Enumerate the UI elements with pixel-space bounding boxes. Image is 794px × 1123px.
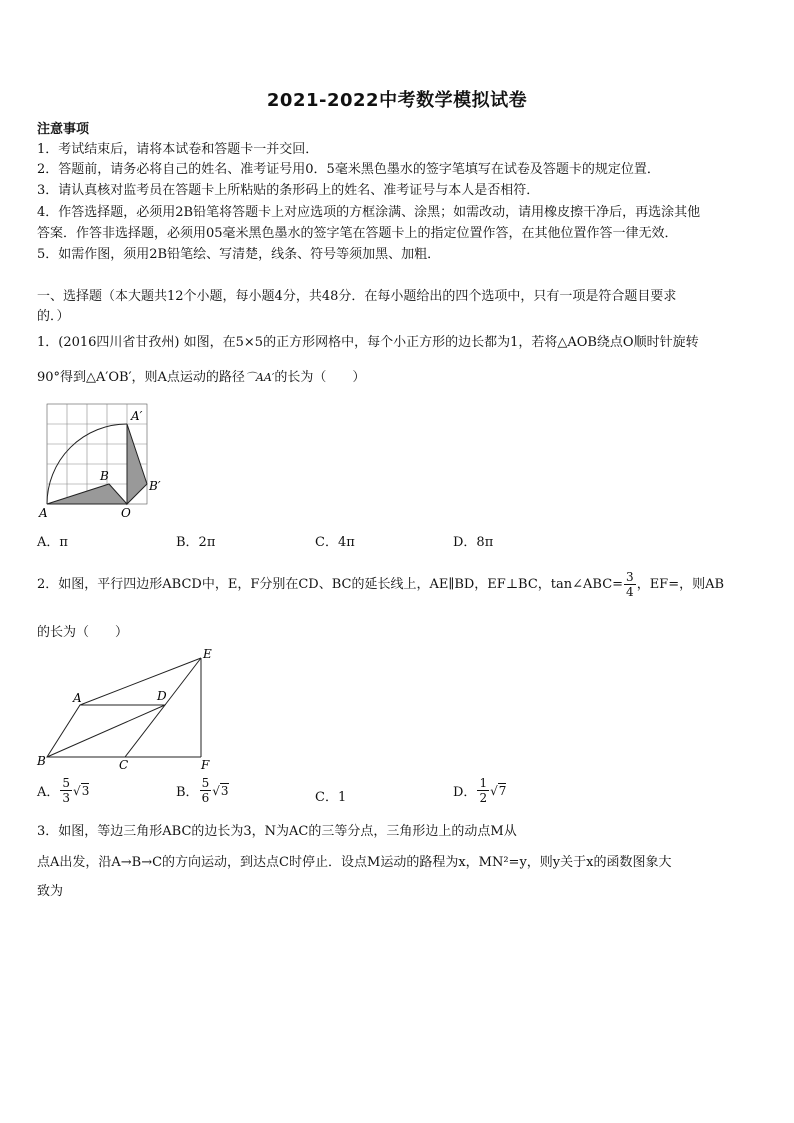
q2-option-b-num: 5 <box>201 776 210 790</box>
q2-option-a-den: 3 <box>62 791 71 805</box>
q2-figure <box>35 645 220 775</box>
page-title: 2021-2022中考数学模拟试卷 <box>266 90 528 111</box>
q3-stem-line-1: 3．如图，等边三角形ABC的边长为3，N为AC的三等分点，三角形边上的动点M从 <box>37 824 517 839</box>
q1-label-o: O <box>121 506 131 520</box>
q2-label-b: B <box>37 754 46 768</box>
notice-item-3: 3．请认真核对监考员在答题卡上所粘贴的条形码上的姓名、准考证号与本人是否相符． <box>37 183 540 198</box>
notice-item-2: 2．答题前，请务必将自己的姓名、准考证号用0．5毫米黑色墨水的签字笔填写在试卷及答题卡的规定位置． <box>37 162 660 177</box>
q2-stem-line-1 <box>37 570 724 599</box>
q2-option-b-sqrt: √3 <box>212 783 229 798</box>
notice-item-5: 5．如需作图，须用2B铅笔绘、写清楚，线条、符号等须加黑、加粗． <box>37 247 441 262</box>
q1-stem-line-2 <box>37 368 365 388</box>
q2-option-d-fraction <box>477 776 489 805</box>
q2-option-d-label: D． <box>453 785 477 800</box>
q3-stem-line-3: 致为 <box>37 884 64 899</box>
notice-item-4: 4．作答选择题，必须用2B铅笔将答题卡上对应选项的方框涂满、涂黑；如需改动，请用橡皮擦干净后，再选涂其他 <box>37 205 701 220</box>
q2-option-d-sqrt: √7 <box>490 783 507 798</box>
q2-option-d-radicand: 7 <box>498 783 507 798</box>
q1-arc-symbol: ⌒AA′ <box>244 371 275 384</box>
section-header-line-1: 一、选择题（本大题共12个小题，每小题4分，共48分．在每小题给出的四个选项中，只有一项是符合题目要求 <box>37 289 677 304</box>
q2-option-c: C．1 <box>315 790 347 805</box>
q1-option-d: D．8π <box>453 535 494 550</box>
q1-stem-line-1: 1．(2016四川省甘孜州) 如图，在5×5的正方形网格中，每个小正方形的边长都为1，若将△AOB绕点O顺时针旋转 <box>37 335 699 350</box>
q2-stem-text-a: 2．如图，平行四边形ABCD中，E，F分别在CD、BC的延长线上，AE∥BD，EF⊥BC，tan∠ABC= <box>37 576 624 592</box>
q2-option-b-den: 6 <box>201 791 210 805</box>
q2-label-d: D <box>157 689 167 703</box>
q2-option-d <box>453 776 506 805</box>
notice-item-1: 1．考试结束后，请将本试卷和答题卡一并交回． <box>37 142 319 157</box>
q1-option-b: B．2π <box>176 535 216 550</box>
q1-label-b-prime: B′ <box>149 479 161 493</box>
notice-heading: 注意事项 <box>37 122 90 137</box>
q2-tan-numerator: 3 <box>626 570 634 584</box>
q2-stem-text-b: ，EF=，则AB <box>636 576 725 592</box>
notice-item-4-cont: 答案．作答非选择题，必须用05毫米黑色墨水的签字笔在答题卡上的指定位置作答，在其他位置作答一律无效． <box>37 226 678 241</box>
q2-label-c: C <box>119 758 129 772</box>
q1-option-a: A．π <box>37 535 68 550</box>
q2-option-a-num: 5 <box>62 776 71 790</box>
q2-option-a <box>37 776 89 805</box>
q2-option-b <box>176 776 229 805</box>
q1-label-b: B <box>100 469 109 483</box>
q1-figure <box>37 400 172 525</box>
q2-option-a-sqrt: √3 <box>73 783 90 798</box>
q1-stem-text-a: 90°得到△A′OB′，则A点运动的路径 <box>37 370 245 385</box>
q1-label-a-prime: A′ <box>131 409 143 423</box>
q1-option-c: C．4π <box>315 535 355 550</box>
q2-option-b-radicand: 3 <box>220 783 229 798</box>
q2-option-b-label: B． <box>176 785 199 800</box>
q2-label-a: A <box>73 691 82 705</box>
q2-option-a-fraction <box>60 776 72 805</box>
q2-label-f: F <box>201 758 210 772</box>
q3-stem-line-2: 点A出发，沿A→B→C的方向运动，到达点C时停止．设点M运动的路程为x，MN²=y，则y关于x的函数图象大 <box>37 855 672 870</box>
q2-option-d-num: 1 <box>479 776 488 790</box>
q2-option-a-label: A． <box>37 785 60 800</box>
q2-stem-line-2: 的长为（ ） <box>37 625 129 640</box>
q2-option-b-fraction <box>200 776 212 805</box>
section-header-line-2: 的．） <box>37 309 70 324</box>
q2-option-d-den: 2 <box>479 791 488 805</box>
q1-label-a: A <box>39 506 48 520</box>
q2-label-e: E <box>203 647 212 661</box>
q2-option-a-radicand: 3 <box>81 783 90 798</box>
q2-tan-fraction <box>624 570 636 599</box>
q2-tan-denominator: 4 <box>626 585 634 599</box>
q2-segment-bd <box>47 705 165 757</box>
q1-stem-text-b: 的长为（ ） <box>274 370 366 385</box>
